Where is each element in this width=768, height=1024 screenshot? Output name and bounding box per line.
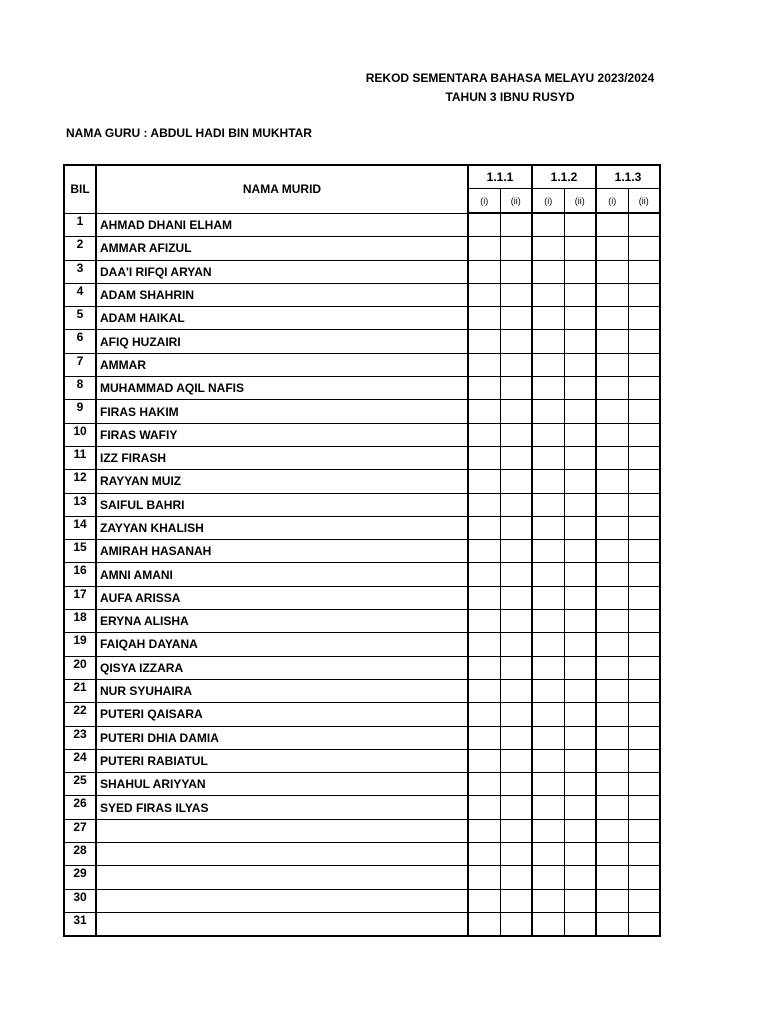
score-cell[interactable] [532,260,564,283]
score-cell[interactable] [500,237,532,260]
score-cell[interactable] [468,773,500,796]
student-name: AFIQ HUZAIRI [96,330,468,353]
score-cell[interactable] [564,843,596,866]
score-cell[interactable] [468,353,500,376]
score-cell[interactable] [532,819,564,842]
group-header-1-1-1: 1.1.1 [468,165,532,189]
score-cell[interactable] [596,563,628,586]
score-cell[interactable] [596,423,628,446]
score-cell[interactable] [532,843,564,866]
score-cell[interactable] [500,703,532,726]
score-cell[interactable] [628,283,660,306]
score-cell[interactable] [532,330,564,353]
score-cell[interactable] [500,377,532,400]
score-cell[interactable] [564,726,596,749]
score-cell[interactable] [468,400,500,423]
score-cell[interactable] [596,237,628,260]
table-row [64,703,660,726]
score-cell[interactable] [468,656,500,679]
score-cell[interactable] [564,237,596,260]
student-name: ERYNA ALISHA [96,610,468,633]
score-cell[interactable] [468,563,500,586]
score-cell[interactable] [564,353,596,376]
score-cell[interactable] [468,307,500,330]
score-cell[interactable] [468,540,500,563]
student-name: PUTERI RABIATUL [96,749,468,772]
score-cell[interactable] [564,470,596,493]
score-cell[interactable] [628,446,660,469]
score-cell[interactable] [564,330,596,353]
column-header-bil: BIL [64,165,96,213]
student-name [96,843,468,866]
score-cell[interactable] [532,446,564,469]
score-cell[interactable] [596,540,628,563]
score-cell[interactable] [596,260,628,283]
student-rows [64,213,660,936]
table-row [64,866,660,889]
score-cell[interactable] [564,773,596,796]
score-cell[interactable] [564,423,596,446]
score-cell[interactable] [596,516,628,539]
student-name: IZZ FIRASH [96,446,468,469]
score-cell[interactable] [532,283,564,306]
score-cell[interactable] [532,470,564,493]
table-row [64,796,660,819]
score-cell[interactable] [532,679,564,702]
table-row [64,610,660,633]
table-row [64,493,660,516]
score-cell[interactable] [468,283,500,306]
score-cell[interactable] [532,213,564,237]
score-cell[interactable] [596,866,628,889]
score-cell[interactable] [500,307,532,330]
student-name: NUR SYUHAIRA [96,679,468,702]
score-cell[interactable] [532,726,564,749]
score-cell[interactable] [468,679,500,702]
score-cell[interactable] [564,866,596,889]
score-cell[interactable] [468,377,500,400]
score-cell[interactable] [468,423,500,446]
score-cell[interactable] [500,656,532,679]
score-cell[interactable] [596,656,628,679]
score-cell[interactable] [564,656,596,679]
sub-header-ii: (ii) [500,189,532,214]
table-row [64,819,660,842]
score-cell[interactable] [596,633,628,656]
row-number: 17 [64,586,96,609]
score-cell[interactable] [628,843,660,866]
row-number: 3 [64,260,96,283]
score-cell[interactable] [628,726,660,749]
student-name: PUTERI DHIA DAMIA [96,726,468,749]
student-name: DAA'I RIFQI ARYAN [96,260,468,283]
student-name: AHMAD DHANI ELHAM [96,213,468,237]
score-cell[interactable] [628,749,660,772]
score-cell[interactable] [628,493,660,516]
score-cell[interactable] [500,353,532,376]
score-cell[interactable] [468,470,500,493]
score-cell[interactable] [532,540,564,563]
student-name: SAIFUL BAHRI [96,493,468,516]
score-cell[interactable] [532,516,564,539]
score-cell[interactable] [628,307,660,330]
score-cell[interactable] [596,586,628,609]
row-number: 1 [64,213,96,237]
score-cell[interactable] [596,773,628,796]
table-row [64,773,660,796]
score-cell[interactable] [628,912,660,936]
score-cell[interactable] [596,843,628,866]
score-cell[interactable] [628,819,660,842]
score-cell[interactable] [564,703,596,726]
score-cell[interactable] [596,912,628,936]
score-cell[interactable] [628,330,660,353]
score-cell[interactable] [532,866,564,889]
score-cell[interactable] [628,796,660,819]
score-cell[interactable] [500,330,532,353]
score-cell[interactable] [500,283,532,306]
table-row [64,470,660,493]
student-name: ZAYYAN KHALISH [96,516,468,539]
score-cell[interactable] [500,679,532,702]
score-cell[interactable] [596,377,628,400]
score-cell[interactable] [564,679,596,702]
score-cell[interactable] [532,493,564,516]
score-cell[interactable] [564,213,596,237]
score-cell[interactable] [564,516,596,539]
student-name: PUTERI QAISARA [96,703,468,726]
row-number: 27 [64,819,96,842]
score-cell[interactable] [532,610,564,633]
score-cell[interactable] [628,703,660,726]
row-number: 14 [64,516,96,539]
row-number: 10 [64,423,96,446]
table-row [64,423,660,446]
score-cell[interactable] [564,563,596,586]
score-cell[interactable] [564,633,596,656]
score-cell[interactable] [500,540,532,563]
score-cell[interactable] [596,213,628,237]
row-number: 30 [64,889,96,912]
table-row [64,633,660,656]
table-row [64,237,660,260]
sub-header-i: (i) [596,189,628,214]
score-cell[interactable] [500,423,532,446]
score-cell[interactable] [468,633,500,656]
table-row [64,563,660,586]
score-cell[interactable] [564,260,596,283]
score-cell[interactable] [532,749,564,772]
row-number: 5 [64,307,96,330]
score-cell[interactable] [500,819,532,842]
score-cell[interactable] [500,610,532,633]
score-cell[interactable] [468,819,500,842]
score-cell[interactable] [564,400,596,423]
student-name: AMMAR AFIZUL [96,237,468,260]
table-row [64,656,660,679]
score-cell[interactable] [628,470,660,493]
score-cell[interactable] [628,540,660,563]
score-cell[interactable] [468,843,500,866]
sub-header-i: (i) [468,189,500,214]
score-cell[interactable] [500,633,532,656]
row-number: 2 [64,237,96,260]
score-cell[interactable] [628,889,660,912]
row-number: 4 [64,283,96,306]
student-name: FIRAS HAKIM [96,400,468,423]
score-cell[interactable] [468,516,500,539]
row-number: 13 [64,493,96,516]
score-cell[interactable] [468,912,500,936]
table-row [64,307,660,330]
score-cell[interactable] [628,516,660,539]
score-cell[interactable] [532,703,564,726]
row-number: 26 [64,796,96,819]
table-row [64,726,660,749]
score-cell[interactable] [468,213,500,237]
score-cell[interactable] [532,889,564,912]
table-row [64,912,660,936]
score-cell[interactable] [532,237,564,260]
score-cell[interactable] [628,377,660,400]
score-cell[interactable] [500,866,532,889]
table-row [64,749,660,772]
table-row [64,283,660,306]
table-row [64,377,660,400]
score-cell[interactable] [628,610,660,633]
sub-header-i: (i) [532,189,564,214]
score-cell[interactable] [532,353,564,376]
score-cell[interactable] [468,493,500,516]
row-number: 31 [64,912,96,936]
row-number: 28 [64,843,96,866]
score-cell[interactable] [468,610,500,633]
score-cell[interactable] [596,703,628,726]
score-cell[interactable] [500,726,532,749]
score-cell[interactable] [564,540,596,563]
score-cell[interactable] [596,470,628,493]
sub-header-ii: (ii) [564,189,596,214]
student-name: AUFA ARISSA [96,586,468,609]
score-cell[interactable] [628,866,660,889]
student-name: QISYA IZZARA [96,656,468,679]
score-cell[interactable] [628,213,660,237]
score-cell[interactable] [532,423,564,446]
score-cell[interactable] [628,423,660,446]
score-cell[interactable] [500,889,532,912]
score-cell[interactable] [596,679,628,702]
student-name: FAIQAH DAYANA [96,633,468,656]
row-number: 11 [64,446,96,469]
score-cell[interactable] [468,889,500,912]
student-name [96,912,468,936]
score-cell[interactable] [596,400,628,423]
row-number: 20 [64,656,96,679]
row-number: 15 [64,540,96,563]
row-number: 12 [64,470,96,493]
table-row [64,540,660,563]
teacher-name: NAMA GURU : ABDUL HADI BIN MUKHTAR [66,126,312,140]
score-cell[interactable] [628,260,660,283]
table-row [64,889,660,912]
row-number: 29 [64,866,96,889]
score-cell[interactable] [500,749,532,772]
score-cell[interactable] [596,330,628,353]
student-name [96,866,468,889]
score-cell[interactable] [564,283,596,306]
group-header-1-1-3: 1.1.3 [596,165,660,189]
score-cell[interactable] [500,796,532,819]
score-cell[interactable] [564,749,596,772]
student-name [96,889,468,912]
student-name: SHAHUL ARIYYAN [96,773,468,796]
score-cell[interactable] [468,330,500,353]
score-cell[interactable] [468,446,500,469]
row-number: 6 [64,330,96,353]
score-cell[interactable] [468,237,500,260]
score-cell[interactable] [468,586,500,609]
score-cell[interactable] [532,656,564,679]
table-row [64,516,660,539]
student-record-table [63,164,661,937]
document-title: REKOD SEMENTARA BAHASA MELAYU 2023/2024 [365,71,655,85]
score-cell[interactable] [596,307,628,330]
table-row [64,353,660,376]
score-cell[interactable] [500,493,532,516]
score-cell[interactable] [628,656,660,679]
table-row [64,679,660,702]
score-cell[interactable] [564,819,596,842]
score-cell[interactable] [564,610,596,633]
column-header-nama-murid: NAMA MURID [96,165,468,213]
row-number: 19 [64,633,96,656]
score-cell[interactable] [564,889,596,912]
score-cell[interactable] [532,307,564,330]
score-cell[interactable] [628,353,660,376]
student-name: AMNI AMANI [96,563,468,586]
score-cell[interactable] [532,912,564,936]
score-cell[interactable] [628,586,660,609]
score-cell[interactable] [628,400,660,423]
score-cell[interactable] [500,773,532,796]
score-cell[interactable] [468,796,500,819]
row-number: 22 [64,703,96,726]
score-cell[interactable] [500,446,532,469]
score-cell[interactable] [468,703,500,726]
score-cell[interactable] [532,377,564,400]
score-cell[interactable] [596,610,628,633]
score-cell[interactable] [468,726,500,749]
score-cell[interactable] [628,773,660,796]
row-number: 8 [64,377,96,400]
score-cell[interactable] [532,400,564,423]
score-cell[interactable] [564,377,596,400]
score-cell[interactable] [596,889,628,912]
score-cell[interactable] [596,353,628,376]
row-number: 23 [64,726,96,749]
student-name [96,819,468,842]
score-cell[interactable] [596,749,628,772]
student-name: SYED FIRAS ILYAS [96,796,468,819]
score-cell[interactable] [596,493,628,516]
score-cell[interactable] [628,679,660,702]
score-cell[interactable] [596,796,628,819]
student-name: AMIRAH HASANAH [96,540,468,563]
score-cell[interactable] [532,586,564,609]
table-row [64,213,660,237]
row-number: 7 [64,353,96,376]
student-name: MUHAMMAD AQIL NAFIS [96,377,468,400]
score-cell[interactable] [596,819,628,842]
row-number: 16 [64,563,96,586]
score-cell[interactable] [596,726,628,749]
score-cell[interactable] [532,773,564,796]
score-cell[interactable] [532,633,564,656]
score-cell[interactable] [564,307,596,330]
student-name: RAYYAN MUIZ [96,470,468,493]
score-cell[interactable] [628,563,660,586]
score-cell[interactable] [564,796,596,819]
score-cell[interactable] [532,563,564,586]
score-cell[interactable] [564,493,596,516]
score-cell[interactable] [532,796,564,819]
student-name: AMMAR [96,353,468,376]
row-number: 24 [64,749,96,772]
score-cell[interactable] [500,563,532,586]
student-name: ADAM SHAHRIN [96,283,468,306]
table-row [64,446,660,469]
score-cell[interactable] [564,912,596,936]
score-cell[interactable] [500,213,532,237]
score-cell[interactable] [596,446,628,469]
table-row [64,330,660,353]
score-cell[interactable] [468,866,500,889]
row-number: 21 [64,679,96,702]
score-cell[interactable] [500,843,532,866]
student-name: ADAM HAIKAL [96,307,468,330]
row-number: 25 [64,773,96,796]
score-cell[interactable] [500,516,532,539]
row-number: 18 [64,610,96,633]
table-row [64,400,660,423]
class-name: TAHUN 3 IBNU RUSYD [445,90,575,104]
group-header-1-1-2: 1.1.2 [532,165,596,189]
score-cell[interactable] [564,586,596,609]
score-cell[interactable] [500,260,532,283]
row-number: 9 [64,400,96,423]
score-cell[interactable] [500,586,532,609]
score-cell[interactable] [500,470,532,493]
score-cell[interactable] [500,912,532,936]
sub-header-ii: (ii) [628,189,660,214]
table-row [64,586,660,609]
score-cell[interactable] [628,633,660,656]
score-cell[interactable] [628,237,660,260]
table-row [64,260,660,283]
table-row [64,843,660,866]
score-cell[interactable] [564,446,596,469]
student-name: FIRAS WAFIY [96,423,468,446]
score-cell[interactable] [468,260,500,283]
score-cell[interactable] [500,400,532,423]
score-cell[interactable] [468,749,500,772]
score-cell[interactable] [596,283,628,306]
